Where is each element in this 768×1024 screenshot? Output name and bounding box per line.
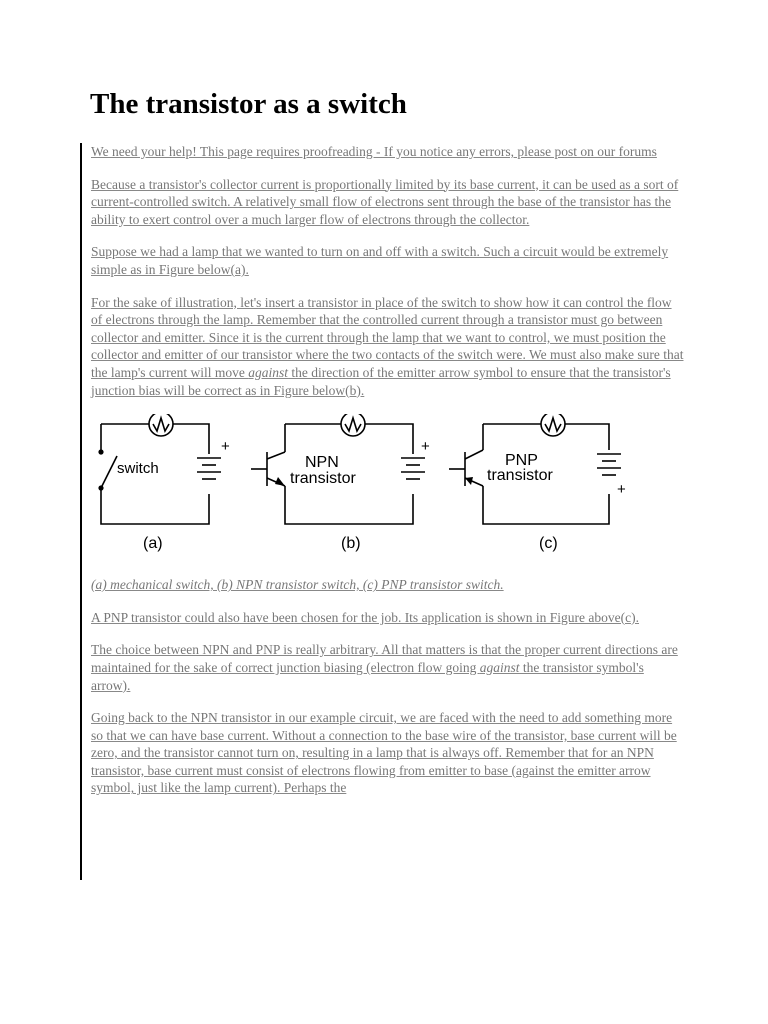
pnp-emitter-arrow-icon (465, 477, 473, 485)
pnp-label: PNP (505, 452, 538, 470)
battery-icon-b (401, 458, 425, 479)
circuit-figure (91, 414, 631, 566)
plus-label-b: + (421, 438, 430, 456)
switch-label: switch (117, 460, 159, 478)
npn-emitter-arrow-icon (275, 477, 285, 486)
paragraph-npn-vs-pnp[interactable]: The choice between NPN and PNP is really arbitrary. All that matters is that the proper current directions are maintained for the sake of correct junction biasing (electron flow going against the transistor symbol's arrow). (91, 642, 678, 693)
paragraph-lamp-switch[interactable]: Suppose we had a lamp that we wanted to turn on and off with a switch. Such a circuit would be extremely simple as in Figure below(a). (91, 244, 669, 277)
page-title: The transistor as a switch (90, 88, 407, 120)
circuit-diagram (91, 414, 631, 566)
paragraph-base-current[interactable]: Going back to the NPN transistor in our example circuit, we are faced with the need to add something more so that we can have base current. Without a connection to the base wire of the transistor, base current will be zero, and the transistor cannot turn on, resulting in a lamp that is always off. Remember that for an NPN transistor, base current must consist of electrons flowing from emitter to base (against the emitter arrow symbol, just like the lamp current). Perhaps the (91, 710, 677, 796)
npn-label: NPN (305, 454, 339, 472)
paragraph-pnp-alternative[interactable]: A PNP transistor could also have been chosen for the job. Its application is shown in Figure above(c). (91, 609, 640, 625)
paragraph-collector-current[interactable]: Because a transistor's collector current is proportionally limited by its base current, it can be used as a sort of current-controlled switch. A relatively small flow of electrons sent through the base of the transistor has the ability to exert control over a much larger flow of electrons through the collector. (91, 176, 679, 227)
paragraph-insert-transistor[interactable]: For the sake of illustration, let's insert a transistor in place of the switch to show how it can control the flow of electrons through the lamp. Remember that the controlled current through a transistor must go between collector and emitter. Since it is the current through the lamp that we want to control, we must position the collector and emitter of our transistor where the two contacts of the switch were. We must also make sure that the lamp's current will move against the direction of the emitter arrow symbol to ensure that the transistor's junction bias will be correct as in Figure below(b). (91, 294, 684, 398)
figure-label-a: (a) (143, 535, 163, 553)
article-body (80, 143, 685, 880)
plus-label-c: + (617, 481, 626, 499)
switch-contact-bottom (98, 486, 103, 491)
figure-label-c: (c) (539, 535, 558, 553)
figure-label-b: (b) (341, 535, 361, 553)
figure-caption[interactable]: (a) mechanical switch, (b) NPN transistor switch, (c) PNP transistor switch. (91, 577, 504, 593)
switch-contact-top (98, 450, 103, 455)
proofreading-notice[interactable]: We need your help! This page requires proofreading - If you notice any errors, please post on our forums (91, 144, 657, 159)
npn-transistor-label: transistor (290, 470, 356, 488)
battery-icon-c (597, 454, 621, 475)
plus-label-a: + (221, 438, 230, 456)
pnp-transistor-label: transistor (487, 467, 553, 485)
battery-icon-a (197, 458, 221, 479)
